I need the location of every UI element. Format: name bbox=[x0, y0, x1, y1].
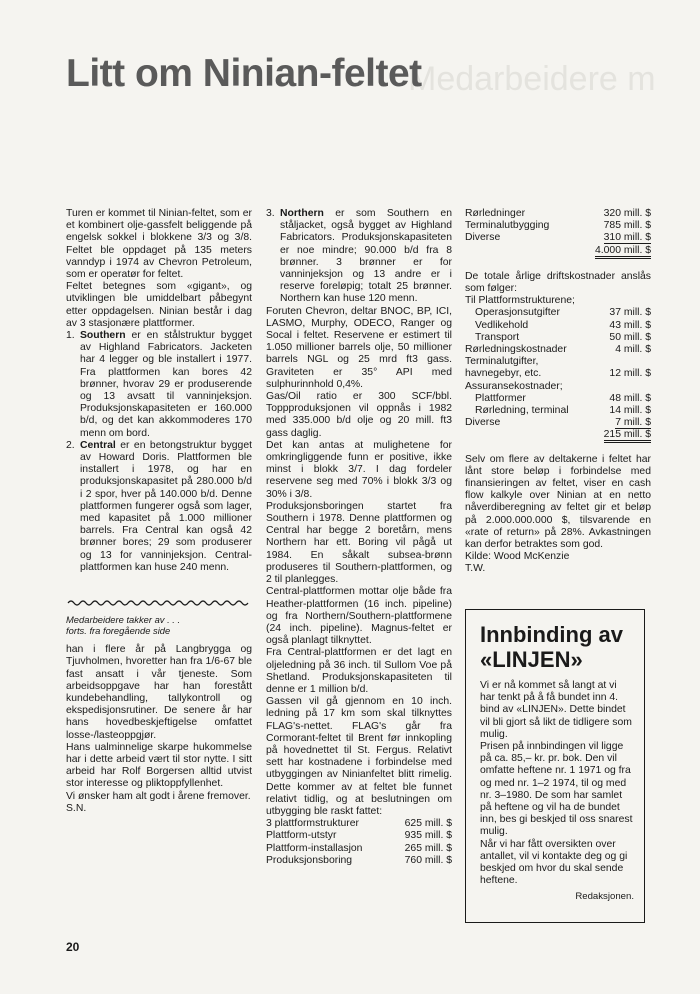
table-row bbox=[266, 830, 452, 842]
platform-description: er en betongstruktur bygget av Howard Doris. Plattformen ble installert i 1978, og har en produksjonskapasitet på 280.000 b/d i 2 spor, hver på 140.000 b/d. Denne plattformen fungerer også som lager, med kapasitet på 1.000 millioner barrels. Fra Central kan også 42 brønner bores; 29 som produserer og 13 for vanninjeksjon. Central-plattformen kan huse 240 menn. bbox=[80, 439, 252, 573]
platform-description: er en stålstruktur bygget av Highland Fabricators. Jacketen har 4 legger og ble installert i 1977. Fra plattformen kan bores 42 brønner, hvorav 29 er produserende og 13 avsatt til vanninjeksjon. Produksjonskapasiteten er 160.000 b/d, og det kan akkommoderes 170 menn om bord. bbox=[80, 330, 252, 439]
list-text bbox=[280, 208, 452, 306]
cost-label: Plattform-utstyr bbox=[266, 830, 337, 842]
bleed-through-text: Medarbeidere m bbox=[408, 60, 656, 98]
table-row bbox=[465, 208, 651, 220]
cost-label: Vedlikehold bbox=[475, 319, 529, 331]
list-text bbox=[80, 330, 252, 440]
paragraph: Feltet betegnes som «gigant», og utviklingen ble umiddelbart påbegynt etter oppdagelsen. Ninian består i dag av 3 stasjonære plattformer. bbox=[66, 281, 252, 329]
list-number: 2. bbox=[66, 439, 75, 451]
platform-name: Northern bbox=[280, 208, 324, 219]
list-number: 1. bbox=[66, 330, 75, 342]
platform-name: Southern bbox=[80, 330, 126, 342]
paragraph: Vi er nå kommet så langt at vi har tenkt på å få bundet inn 4. bind av «LINJEN». Dette bindet vil bli gjort så likt de tidligere som mulig. bbox=[480, 680, 632, 740]
wavy-divider bbox=[66, 598, 252, 608]
cost-value: 50 mill. $ bbox=[609, 331, 651, 343]
paragraph: han i flere år på Langbrygga og Tjuvholmen, hvoretter han fra 1/6-67 ble fast ansatt i vår tjeneste. Som arbeidsoppgave har han forestått kundebehandling, tallykontroll og ekspedisjonsrutiner. De senere år har hans hovedbeskjeftigelse omfattet losse-/lasteoppgjør. bbox=[66, 644, 252, 741]
cost-value: 935 mill. $ bbox=[404, 830, 452, 842]
cost-value: 43 mill. $ bbox=[609, 319, 651, 331]
cost-label: Transport bbox=[475, 331, 520, 343]
table-row bbox=[266, 818, 452, 830]
cost-label: Diverse bbox=[465, 232, 501, 244]
list-item-central bbox=[66, 440, 252, 574]
paragraph: Vi ønsker ham alt godt i årene fremover. bbox=[66, 790, 251, 802]
continuation-note bbox=[66, 614, 252, 636]
page-number: 20 bbox=[66, 940, 80, 954]
cost-value: 7 mill. $ bbox=[615, 417, 651, 429]
cost-value: 14 mill. $ bbox=[609, 405, 651, 417]
table-section-header bbox=[465, 295, 651, 307]
paragraph: Prisen på innbindingen vil ligge på ca. 85,– kr. pr. bok. Den vil omfatte heftene nr. 1 1971 og fra og med nr. 1–2 1974, til og med nr. 3–1980. De som har samlet på heftene og vil ha de bundet inn, bes gi beskjed til oss snarest mulig. bbox=[480, 741, 633, 838]
table-row bbox=[465, 320, 651, 332]
paragraph: Det kan antas at mulighetene for omkringliggende funn er positive, ikke minst i blokk 3/7. I dag fordeler reservene seg med 70% i blokk 3/3 og 30% i 3/8. bbox=[266, 439, 452, 500]
cost-value: 4 mill. $ bbox=[615, 344, 651, 356]
operating-cost-table bbox=[465, 295, 651, 441]
platform-name: Central bbox=[80, 439, 116, 451]
cost-label: Rørledninger bbox=[465, 208, 526, 219]
section-label: Til Plattformstrukturene; bbox=[465, 295, 575, 307]
paragraph: Central-plattformen mottar olje både fra Heather-plattformen (16 inch. pipeline) og fra Northern/Southern-plattformene (24 inch. pipeline). Magnus-feltet er også planlagt tilknyttet. bbox=[266, 586, 452, 647]
cost-total: 215 mill. $ bbox=[604, 429, 651, 443]
paragraph: Selv om flere av deltakerne i feltet har lånt store beløp i forbindelse med finansieringen av feltet, viser en cash flow kalkyle over Ninian at en netto nåverdiberegning av feltet gir et beløp på 2.000.000.000 $, tilsvarende en «rate of return» på 28%. Avkastningen kan derfor betraktes som god. bbox=[465, 453, 651, 551]
cost-label: Rørledning, terminal bbox=[475, 405, 569, 417]
cost-value: 760 mill. $ bbox=[404, 854, 452, 866]
list-number: 3. bbox=[266, 208, 275, 219]
paragraph: Turen er kommet til Ninian-feltet, som er et kombinert olje-gassfelt beliggende på engelsk sokkel i blokkene 3/3 og 3/8. Feltet ble oppdaget på 135 meters vanndyp i 1974 av Chevron Petroleum, som er operatør for feltet. bbox=[66, 208, 252, 281]
table-row bbox=[465, 356, 651, 380]
column-2 bbox=[266, 208, 452, 867]
table-row bbox=[465, 220, 651, 232]
list-text bbox=[80, 440, 252, 574]
cost-label: Plattformer bbox=[475, 392, 526, 404]
table-total-row bbox=[465, 245, 651, 257]
table-row bbox=[465, 405, 651, 417]
cost-label: Operasjonsutgifter bbox=[475, 307, 560, 319]
cost-label: Plattform-installasjon bbox=[266, 842, 363, 854]
paragraph: Foruten Chevron, deltar BNOC, BP, ICI, LASMO, Murphy, ODECO, Ranger og Socal i feltet. Reservene er estimert til 1.050 millioner barrels olje, 50 millioner barrels NGL og 25 mrd ft3 gass. Graviteten er 35° API med sulphurinnhold 0,4%. bbox=[266, 305, 452, 390]
table-row bbox=[465, 332, 651, 344]
list-item-southern bbox=[66, 330, 252, 440]
investment-cost-table-part2 bbox=[465, 208, 651, 257]
cost-total: 4.000 mill. $ bbox=[595, 245, 651, 259]
cost-value: 265 mill. $ bbox=[404, 842, 452, 854]
paragraph: Gas/Oil ratio er 300 SCF/bbl. Toppproduksjonen vil oppnås i 1982 med 335.000 b/d olje og 20 mill. ft3 gass daglig. bbox=[266, 391, 452, 439]
binding-notice-box bbox=[465, 609, 645, 923]
paragraph: Gassen vil gå gjennom en 10 inch. ledning på 17 km som skal tilknyttes FLAG's-nettet. FLAG's går fra Cormorant-feltet til Brent før innkopling på hovednettet til St. Fergus. Relativt sett har kostnadene i forbindelse med utbyggingen av Ninianfeltet blitt rimelig. Dette kommer av at feltet ble funnet relativt tidlig, og at beslutningen om utbygging ble raskt fattet: bbox=[266, 696, 452, 817]
cost-value: 625 mill. $ bbox=[404, 818, 452, 830]
paragraph: De totale årlige driftskostnader anslås som følger: bbox=[465, 270, 651, 295]
cost-value: 48 mill. $ bbox=[609, 392, 651, 404]
notice-title-line1: Innbinding av bbox=[480, 622, 623, 647]
author-signature: T.W. bbox=[465, 563, 486, 575]
cost-label: Diverse bbox=[465, 417, 501, 429]
table-row bbox=[465, 307, 651, 319]
source-line: Kilde: Wood McKenzie bbox=[465, 551, 570, 563]
cost-label: Terminalutgifter, havnegebyr, etc. bbox=[465, 356, 542, 380]
column-1 bbox=[66, 208, 252, 815]
notice-signature: Redaksjonen. bbox=[575, 891, 634, 903]
cost-label: Produksjonsboring bbox=[266, 854, 353, 866]
table-total-row bbox=[465, 429, 651, 441]
table-row bbox=[465, 417, 651, 429]
article-title: Litt om Ninian-feltet bbox=[66, 52, 422, 95]
paragraph: Hans ualminnelige skarpe hukommelse har i dette arbeid vært til stor nytte. I sitt arbeid har Rolf Borgersen alltid utvist stor interesse og pliktoppfyllenhet. bbox=[66, 741, 252, 790]
section-label: Assuransekostnader; bbox=[465, 380, 563, 392]
cost-value: 310 mill. $ bbox=[603, 232, 651, 244]
notice-title-line2: «LINJEN» bbox=[480, 647, 583, 672]
table-row bbox=[266, 843, 452, 855]
cost-label: Rørledningskostnader bbox=[465, 344, 567, 356]
notice-title bbox=[480, 622, 634, 672]
paragraph: Fra Central-plattformen er det lagt en oljeledning på 36 inch. til Sullom Voe på Shetland. Produksjonskapasiteten til denne er 1 million b/d. bbox=[266, 647, 452, 695]
continuation-label: Medarbeidere takker av . . . bbox=[66, 614, 181, 626]
paragraph: Når vi har fått oversikten over antallet, vil vi kontakte deg og gi beskjed om hvor du skal sende heftene. bbox=[480, 838, 628, 887]
author-signature: S.N. bbox=[66, 802, 87, 814]
list-item-northern bbox=[266, 208, 452, 306]
continuation-source: forts. fra foregående side bbox=[66, 625, 171, 637]
cost-value: 320 mill. $ bbox=[603, 208, 651, 219]
table-row bbox=[465, 232, 651, 244]
cost-value: 12 mill. $ bbox=[609, 368, 651, 380]
platform-description: er som Southern en ståljacket, også bygget av Highland Fabricators. Produksjonskapasiteten er noe mindre; 90.000 b/d fra 8 brønner. 3 brønner er for vanninjeksjon og 13 andre er i reserve foreløpig; totalt 25 brønner. Northern kan huse 120 menn. bbox=[280, 208, 452, 305]
cost-value: 37 mill. $ bbox=[609, 307, 651, 319]
table-row bbox=[465, 344, 651, 356]
cost-value: 785 mill. $ bbox=[603, 220, 651, 232]
paragraph: Produksjonsboringen startet fra Southern i 1978. Denne plattformen og Central har begge 2 boretårn, mens Northern har ett. Boring vil pågå ut 1984. En såkalt subsea-brønn produseres til Southern-plattformen, og 2 til planlegges. bbox=[266, 500, 452, 586]
table-row bbox=[266, 855, 452, 867]
table-section-header bbox=[465, 381, 651, 393]
column-3 bbox=[465, 208, 651, 576]
cost-label: Terminalutbygging bbox=[465, 220, 550, 232]
cost-label: 3 plattformstrukturer bbox=[266, 818, 359, 830]
investment-cost-table-part1 bbox=[266, 818, 452, 867]
table-row bbox=[465, 393, 651, 405]
